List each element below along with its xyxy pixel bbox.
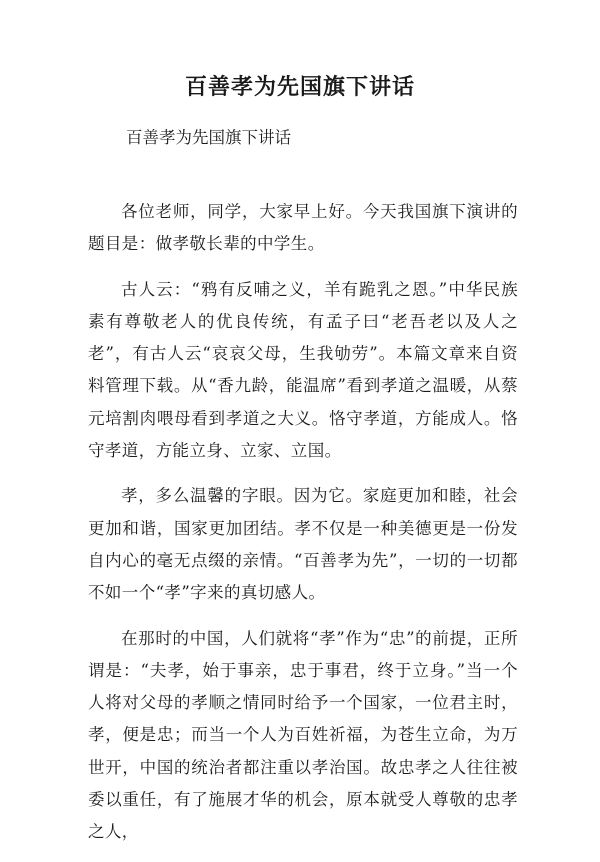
document-body [88, 196, 518, 862]
paragraph-filial-piety-warmth: 孝，多么温馨的字眼。因为它。家庭更加和睦，社会更加和谐，国家更加团结。孝不仅是一种美德更是一份发自内心的毫无点缀的亲情。“百善孝为先”，一切的一切都不如一个“孝”字来的真切感人。 [88, 486, 518, 603]
document-subtitle: 百善孝为先国旗下讲话 [126, 128, 291, 147]
document-title: 百善孝为先国旗下讲话 [184, 74, 415, 100]
paragraph-loyalty-and-filial-piety: 在那时的中国，人们就将“孝”作为“忠”的前提，正所谓是：“夫孝，始于事亲，忠于事君，终于立身。”当一个人将对父母的孝顺之情同时给予一个国家，一位君主时，孝，便是忠；而当一个人为百姓祈福，为苍生立命，为万世开，中国的统治者都注重以孝治国。故忠孝之人往往被委以重任，有了施展才华的机会，原本就受人尊敬的忠孝之人， [88, 628, 518, 842]
paragraph-ancient-sayings: 古人云：“鸦有反哺之义，羊有跪乳之恩。”中华民族素有尊敬老人的优良传统，有孟子曰“老吾老以及人之老”，有古人云“哀哀父母，生我劬劳”。本篇文章来自资料管理下载。从“香九龄，能温席”看到孝道之温暖，从蔡元培割肉喂母看到孝道之大义。恪守孝道，方能成人。恪守孝道，方能立身、立家、立国。 [88, 279, 518, 461]
paragraph-greeting: 各位老师，同学，大家早上好。今天我国旗下演讲的题目是：做孝敬长辈的中学生。 [88, 202, 518, 254]
